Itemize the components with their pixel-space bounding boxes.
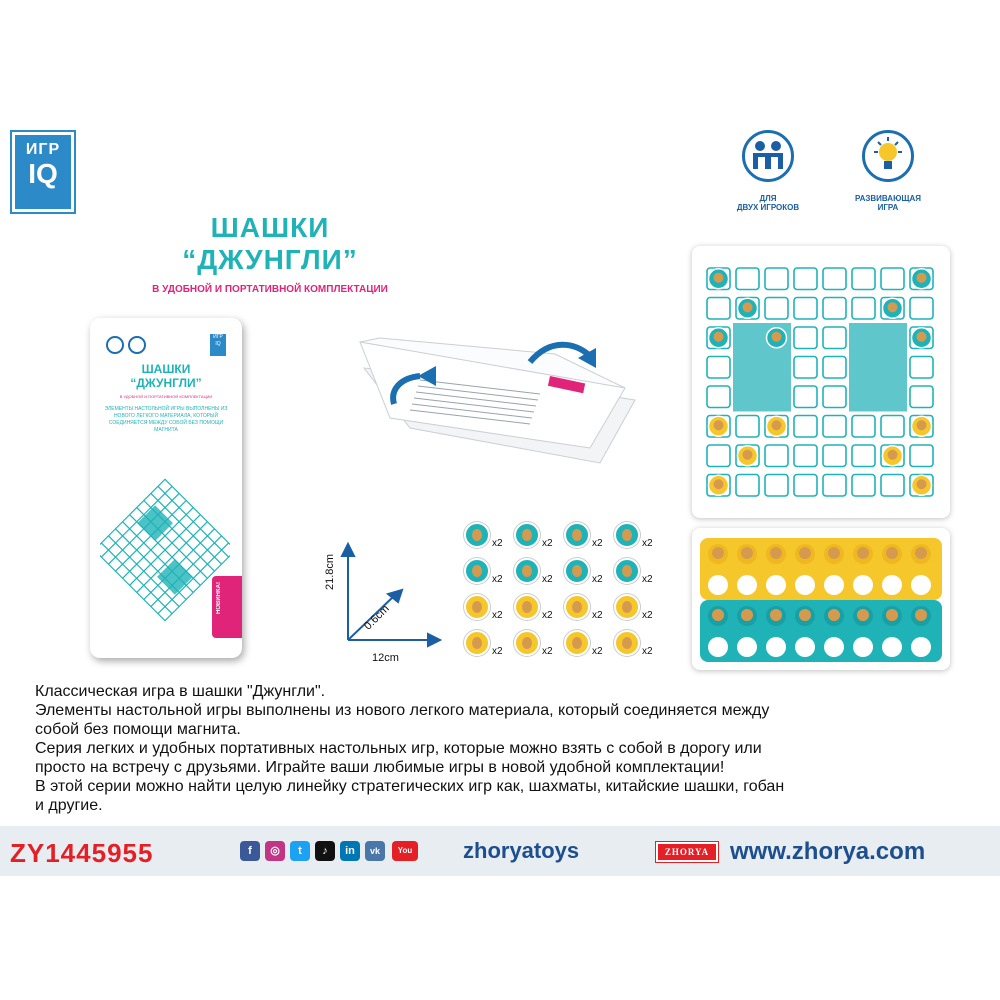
product-description bbox=[35, 682, 975, 815]
piece-count-label: x2 bbox=[592, 610, 603, 621]
game-piece bbox=[514, 630, 540, 656]
open-booklet-illustration bbox=[350, 318, 640, 478]
piece-count-label: x2 bbox=[592, 574, 603, 585]
description-line: Классическая игра в шашки "Джунгли". bbox=[35, 683, 326, 700]
dimension-height: 21.8cm bbox=[324, 553, 336, 590]
feature-label-line2: ИГРА bbox=[877, 203, 899, 212]
game-piece bbox=[514, 522, 540, 548]
game-piece bbox=[564, 522, 590, 548]
feature-label-line1: РАЗВИВАЮЩАЯ bbox=[854, 194, 922, 203]
website-link[interactable]: www.zhorya.com bbox=[730, 838, 926, 865]
description-line: Серия легких и удобных портативных настольных игр, которые можно взять с собой в дорогу или bbox=[35, 740, 762, 757]
piece-count-label: x2 bbox=[492, 646, 503, 657]
two-players-icon bbox=[742, 130, 794, 182]
piece-count-label: x2 bbox=[642, 610, 653, 621]
game-piece bbox=[614, 558, 640, 584]
linkedin-icon[interactable]: in bbox=[340, 841, 360, 861]
new-badge bbox=[212, 576, 242, 638]
game-piece bbox=[564, 630, 590, 656]
facebook-icon[interactable]: f bbox=[240, 841, 260, 861]
cover-title-line1: ШАШКИ bbox=[141, 362, 191, 376]
tiktok-icon[interactable]: ♪ bbox=[315, 841, 335, 861]
new-badge-text: НОВИНКА! bbox=[216, 582, 222, 614]
product-sku: ZY1445955 bbox=[10, 838, 154, 868]
game-piece bbox=[514, 594, 540, 620]
booklet-cover bbox=[90, 318, 242, 658]
piece-count-label: x2 bbox=[492, 610, 503, 621]
dimension-arrows bbox=[330, 540, 450, 660]
game-piece bbox=[614, 630, 640, 656]
description-line: собой без помощи магнита. bbox=[35, 721, 241, 738]
product-subtitle: В УДОБНОЙ И ПОРТАТИВНОЙ КОМПЛЕКТАЦИИ bbox=[152, 284, 388, 295]
piece-count-label: x2 bbox=[592, 646, 603, 657]
feature-label-line2: ДВУХ ИГРОКОВ bbox=[736, 203, 800, 212]
game-piece bbox=[464, 630, 490, 656]
cover-board-illustration bbox=[100, 460, 230, 640]
product-title-line2: “ДЖУНГЛИ” bbox=[182, 244, 358, 275]
description-line: и другие. bbox=[35, 797, 103, 814]
game-piece bbox=[464, 522, 490, 548]
game-pieces bbox=[460, 520, 660, 670]
product-title-line1: ШАШКИ bbox=[210, 212, 330, 243]
youtube-icon[interactable]: You bbox=[392, 841, 418, 861]
cover-players-icon bbox=[106, 336, 124, 354]
game-piece bbox=[614, 522, 640, 548]
lightbulb-brain-icon bbox=[862, 130, 914, 182]
dimension-depth: 0.6cm bbox=[362, 602, 392, 633]
piece-count-label: x2 bbox=[542, 574, 553, 585]
piece-count-label: x2 bbox=[542, 538, 553, 549]
brand-badge: ZHORYA bbox=[656, 842, 718, 862]
logo-text-top: ИГР bbox=[25, 141, 61, 158]
piece-count-label: x2 bbox=[492, 574, 503, 585]
game-piece bbox=[564, 594, 590, 620]
piece-count-label: x2 bbox=[642, 646, 653, 657]
board-grid bbox=[692, 246, 950, 518]
description-line: В этой серии можно найти целую линейку стратегических игр как, шахматы, китайские шашки, гобан bbox=[35, 778, 785, 795]
piece-count-label: x2 bbox=[542, 646, 553, 657]
piece-count-label: x2 bbox=[492, 538, 503, 549]
social-handle[interactable]: zhoryatoys bbox=[463, 838, 580, 863]
piece-count-label: x2 bbox=[592, 538, 603, 549]
cover-subtitle: В УДОБНОЙ И ПОРТАТИВНОЙ КОМПЛЕКТАЦИИ bbox=[119, 394, 213, 399]
cover-bulb-icon bbox=[128, 336, 146, 354]
vk-icon[interactable]: vk bbox=[365, 841, 385, 861]
feature-two-players bbox=[728, 130, 808, 212]
game-piece bbox=[614, 594, 640, 620]
feature-label-line1: ДЛЯ bbox=[759, 194, 777, 203]
tray-slots bbox=[692, 528, 950, 670]
piece-tray bbox=[692, 528, 950, 670]
cover-logo: ИГР IQ bbox=[210, 334, 226, 356]
instagram-icon[interactable]: ◎ bbox=[265, 841, 285, 861]
game-piece bbox=[514, 558, 540, 584]
game-piece bbox=[564, 558, 590, 584]
description-line: Элементы настольной игры выполнены из нового легкого материала, который соединяется между bbox=[35, 702, 770, 719]
piece-count-label: x2 bbox=[642, 538, 653, 549]
twitter-icon[interactable]: t bbox=[290, 841, 310, 861]
cover-description: ЭЛЕМЕНТЫ НАСТОЛЬНОЙ ИГРЫ ВЫПОЛНЕНЫ ИЗ НОВОГО ЛЕГКОГО МАТЕРИАЛА, КОТОРЫЙ СОЕДИНЯЕТСЯ МЕЖДУ СОБОЙ БЕЗ ПОМОЩИ МАГНИТА bbox=[104, 406, 228, 433]
game-piece bbox=[464, 558, 490, 584]
dimension-width: 12cm bbox=[372, 652, 399, 664]
game-piece bbox=[464, 594, 490, 620]
brand-logo bbox=[12, 132, 74, 212]
game-board bbox=[692, 246, 950, 518]
cover-title-line2: “ДЖУНГЛИ” bbox=[130, 376, 202, 390]
piece-count-label: x2 bbox=[542, 610, 553, 621]
description-line: просто на встречу с друзьями. Играйте ваши любимые игры в новой удобной комплектации! bbox=[35, 759, 725, 776]
feature-developmental bbox=[844, 130, 932, 212]
piece-count-label: x2 bbox=[642, 574, 653, 585]
logo-text-bottom: IQ bbox=[28, 158, 58, 189]
